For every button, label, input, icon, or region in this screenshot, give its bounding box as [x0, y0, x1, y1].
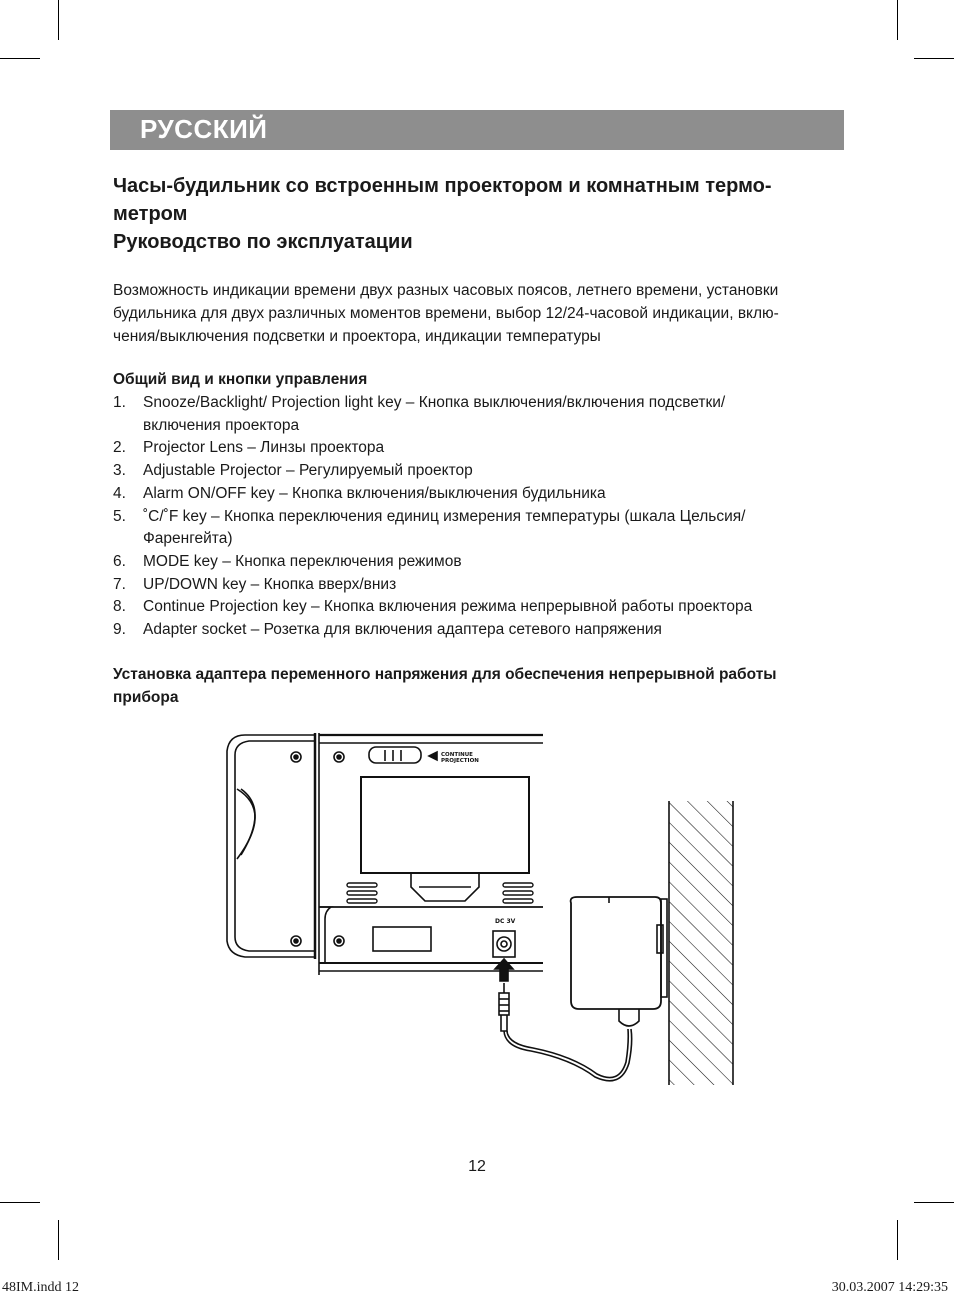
controls-list: [113, 392, 843, 642]
dc-voltage-label: DC 3V: [495, 918, 516, 925]
list-item: [113, 392, 843, 437]
item-text: Фаренгейта): [143, 530, 233, 548]
list-item: [113, 483, 843, 506]
continue-label-1: CONTINUE: [441, 752, 473, 758]
crop-mark: [914, 1202, 954, 1203]
item-number: 2.: [113, 439, 126, 457]
item-number: 5.: [113, 507, 126, 525]
adapter-diagram: [215, 725, 745, 1095]
crop-mark: [58, 1220, 59, 1260]
list-item: [113, 460, 843, 483]
list-item: [113, 551, 843, 574]
footer-filename: 48IM.indd 12: [2, 1280, 79, 1295]
item-text: Snooze/Backlight/ Projection light key – Кнопка выключения/включения подсветки/: [143, 394, 726, 411]
intro-line: чения/выключения подсветки и проектора, индикации температуры: [113, 328, 601, 345]
item-text: Adapter socket – Розетка для включения адаптера сетевого напряжения: [143, 621, 662, 639]
crop-mark: [897, 1220, 898, 1260]
document-title: [113, 172, 843, 256]
intro-line: Возможность индикации времени двух разных часовых поясов, летнего времени, установки: [113, 282, 779, 299]
adapter-heading-line: прибора: [113, 689, 179, 706]
list-item: [113, 437, 843, 460]
crop-mark: [58, 0, 59, 40]
crop-mark: [0, 1202, 40, 1203]
item-text: Adjustable Projector – Регулируемый проектор: [143, 462, 473, 480]
footer-timestamp: 30.03.2007 14:29:35: [831, 1280, 948, 1295]
item-number: 4.: [113, 484, 126, 502]
language-banner: [110, 110, 844, 150]
crop-mark: [914, 58, 954, 59]
item-number: 6.: [113, 552, 126, 570]
item-text: UP/DOWN key – Кнопка вверх/вниз: [143, 575, 397, 593]
item-number: 3.: [113, 462, 126, 480]
item-text: Alarm ON/OFF key – Кнопка включения/выключения будильника: [143, 484, 606, 502]
page-number: 12: [468, 1158, 486, 1175]
adapter-heading: [113, 663, 843, 709]
item-text: ˚C/˚F key – Кнопка переключения единиц измерения температуры (шкала Цельсия/: [143, 507, 746, 525]
item-text: MODE key – Кнопка переключения режимов: [143, 552, 462, 570]
crop-mark: [0, 58, 40, 59]
item-text: Projector Lens – Линзы проектора: [143, 439, 385, 457]
item-text: Continue Projection key – Кнопка включения режима непрерывной работы проектора: [143, 598, 753, 616]
intro-line: будильника для двух различных моментов времени, выбор 12/24-часовой индикации, вклю-: [113, 305, 779, 322]
language-label: РУССКИЙ: [140, 114, 268, 144]
item-number: 7.: [113, 575, 126, 593]
item-number: 8.: [113, 598, 126, 616]
crop-mark: [897, 0, 898, 40]
title-line: метром: [113, 203, 188, 225]
continue-label-2: PROJECTION: [441, 758, 479, 764]
adapter-heading-line: Установка адаптера переменного напряжения для обеспечения непрерывной работы: [113, 666, 777, 683]
item-number: 9.: [113, 621, 126, 639]
list-item: [113, 574, 843, 597]
title-line: Часы-будильник со встроенным проектором и комнатным термо-: [113, 175, 772, 197]
subtitle: Руководство по эксплуатации: [113, 231, 413, 253]
list-item: [113, 506, 843, 551]
item-number: 1.: [113, 394, 126, 411]
adapter-illustration: [215, 725, 745, 1100]
list-item: [113, 619, 843, 642]
item-text: включения проектора: [143, 416, 300, 434]
list-item: [113, 596, 843, 619]
intro-paragraph: [113, 279, 843, 348]
overview-heading: Общий вид и кнопки управления: [113, 371, 368, 388]
